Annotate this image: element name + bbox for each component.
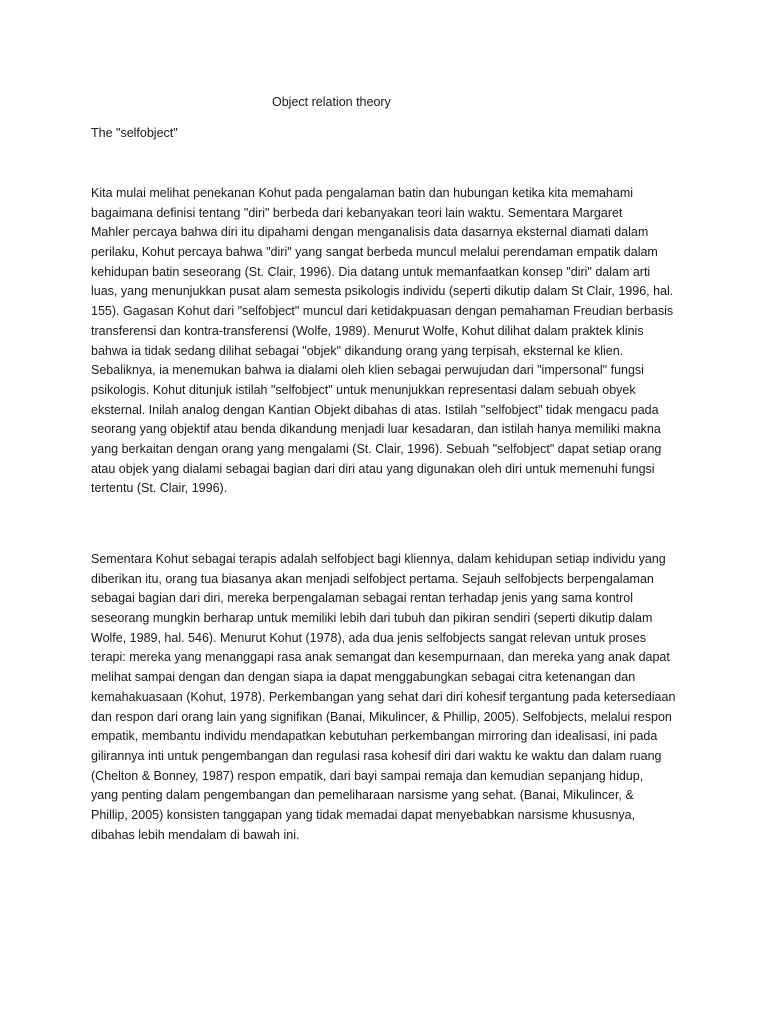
text-line: kehidupan batin seseorang (St. Clair, 1996). Dia datang untuk memanfaatkan konsep "diri" dalam arti: [91, 264, 651, 279]
text-line: sebagai bagian dari diri, mereka berpengalaman sebagai rentan terhadap jenis yang sama kontrol: [91, 591, 634, 606]
text-line: Phillip, 2005) konsisten tanggapan yang tidak memadai dapat menyebabkan narsisme khususnya,: [91, 807, 636, 822]
text-line: Mahler percaya bahwa diri itu dipahami dengan menganalisis data dasarnya eksternal diamati dalam: [91, 225, 649, 240]
text-line: psikologis. Kohut ditunjuk istilah "selfobject" untuk menunjukkan representasi dalam sebuah obyek: [91, 382, 636, 397]
text-line: yang berkaitan dengan orang yang mengalami (St. Clair, 1996). Sebuah "selfobject" dapat setiap orang: [91, 441, 662, 456]
text-line: transferensi dan kontra-transferensi (Wolfe, 1989). Menurut Wolfe, Kohut dilihat dalam praktek klinis: [91, 323, 644, 338]
text-line: yang penting dalam pengembangan dan pemeliharaan narsisme yang sehat. (Banai, Mikulincer, &: [91, 788, 634, 803]
text-line: kemahakuasaan (Kohut, 1978). Perkembangan yang sehat dari diri kohesif tergantung pada ketersediaan: [91, 689, 676, 704]
text-line: bahwa ia tidak sedang dilihat sebagai "objek" dikandung orang yang terpisah, eksternal ke klien.: [91, 343, 624, 358]
text-line: 155). Gagasan Kohut dari "selfobject" muncul dari ketidakpuasan dengan pemahaman Freudian berbasis: [91, 304, 674, 319]
text-line: bagaimana definisi tentang "diri" berbeda dari kebanyakan teori lain waktu. Sementara Margaret: [91, 205, 623, 220]
document-title: Object relation theory: [272, 95, 391, 109]
text-line: dibahas lebih mendalam di bawah ini.: [91, 827, 300, 842]
text-line: melihat sampai dengan dan dengan siapa ia dapat menggabungkan sebagai citra ketenangan dan: [91, 670, 636, 685]
text-line: eksternal. Inilah analog dengan Kantian Objekt dibahas di atas. Istilah "selfobject" tidak mengacu pada: [91, 402, 659, 417]
text-line: terapi: mereka yang menanggapi rasa anak semangat dan kesempurnaan, dan mereka yang anak dapat: [91, 650, 670, 665]
text-line: tertentu (St. Clair, 1996).: [91, 481, 228, 496]
text-line: dan respon dari orang lain yang signifikan (Banai, Mikulincer, & Phillip, 2005). Selfobjects, melalui respon: [91, 709, 672, 724]
text-line: perilaku, Kohut percaya bahwa "diri" yang sangat berbeda muncul melalui perendaman empatik dalam: [91, 245, 658, 260]
text-line: Wolfe, 1989, hal. 546). Menurut Kohut (1978), ada dua jenis selfobjects sangat relevan untuk proses: [91, 630, 646, 645]
text-line: (Chelton & Bonney, 1987) respon empatik, dari bayi sampai remaja dan kemudian sepanjang hidup,: [91, 768, 644, 783]
text-line: seseorang mungkin berharap untuk memiliki lebih dari tubuh dan pikiran sendiri (seperti dikutip dalam: [91, 611, 653, 626]
text-line: gilirannya inti untuk pengembangan dan regulasi rasa kohesif diri dari waktu ke waktu dan dalam ruang: [91, 748, 662, 763]
text-line: atau objek yang dialami sebagai bagian dari diri atau yang digunakan oleh diri untuk memenuhi fungsi: [91, 461, 655, 476]
text-line: Sementara Kohut sebagai terapis adalah selfobject bagi kliennya, dalam kehidupan setiap individu yang: [91, 552, 666, 566]
text-line: seorang yang objektif atau benda dikandung menjadi luar kesadaran, dan istilah hanya memiliki makna: [91, 422, 661, 437]
text-line: empatik, membantu individu mendapatkan kebutuhan perkembangan mirroring dan idealisasi, ini pada: [91, 729, 658, 744]
text-line: Sebaliknya, ia menemukan bahwa ia dialami oleh klien sebagai perwujudan dari "impersonal" fungsi: [91, 363, 644, 378]
paragraph-1: [91, 184, 691, 499]
section-heading: The "selfobject": [91, 126, 178, 140]
text-line: luas, yang menunjukkan pusat alam semesta psikologis individu (seperti dikutip dalam St Clair, 1996, hal.: [91, 284, 674, 299]
text-line: Kita mulai melihat penekanan Kohut pada pengalaman batin dan hubungan ketika kita memahami: [91, 186, 634, 200]
paragraph-2: [91, 550, 691, 845]
text-line: diberikan itu, orang tua biasanya akan menjadi selfobject pertama. Sejauh selfobjects berpengalaman: [91, 571, 654, 586]
